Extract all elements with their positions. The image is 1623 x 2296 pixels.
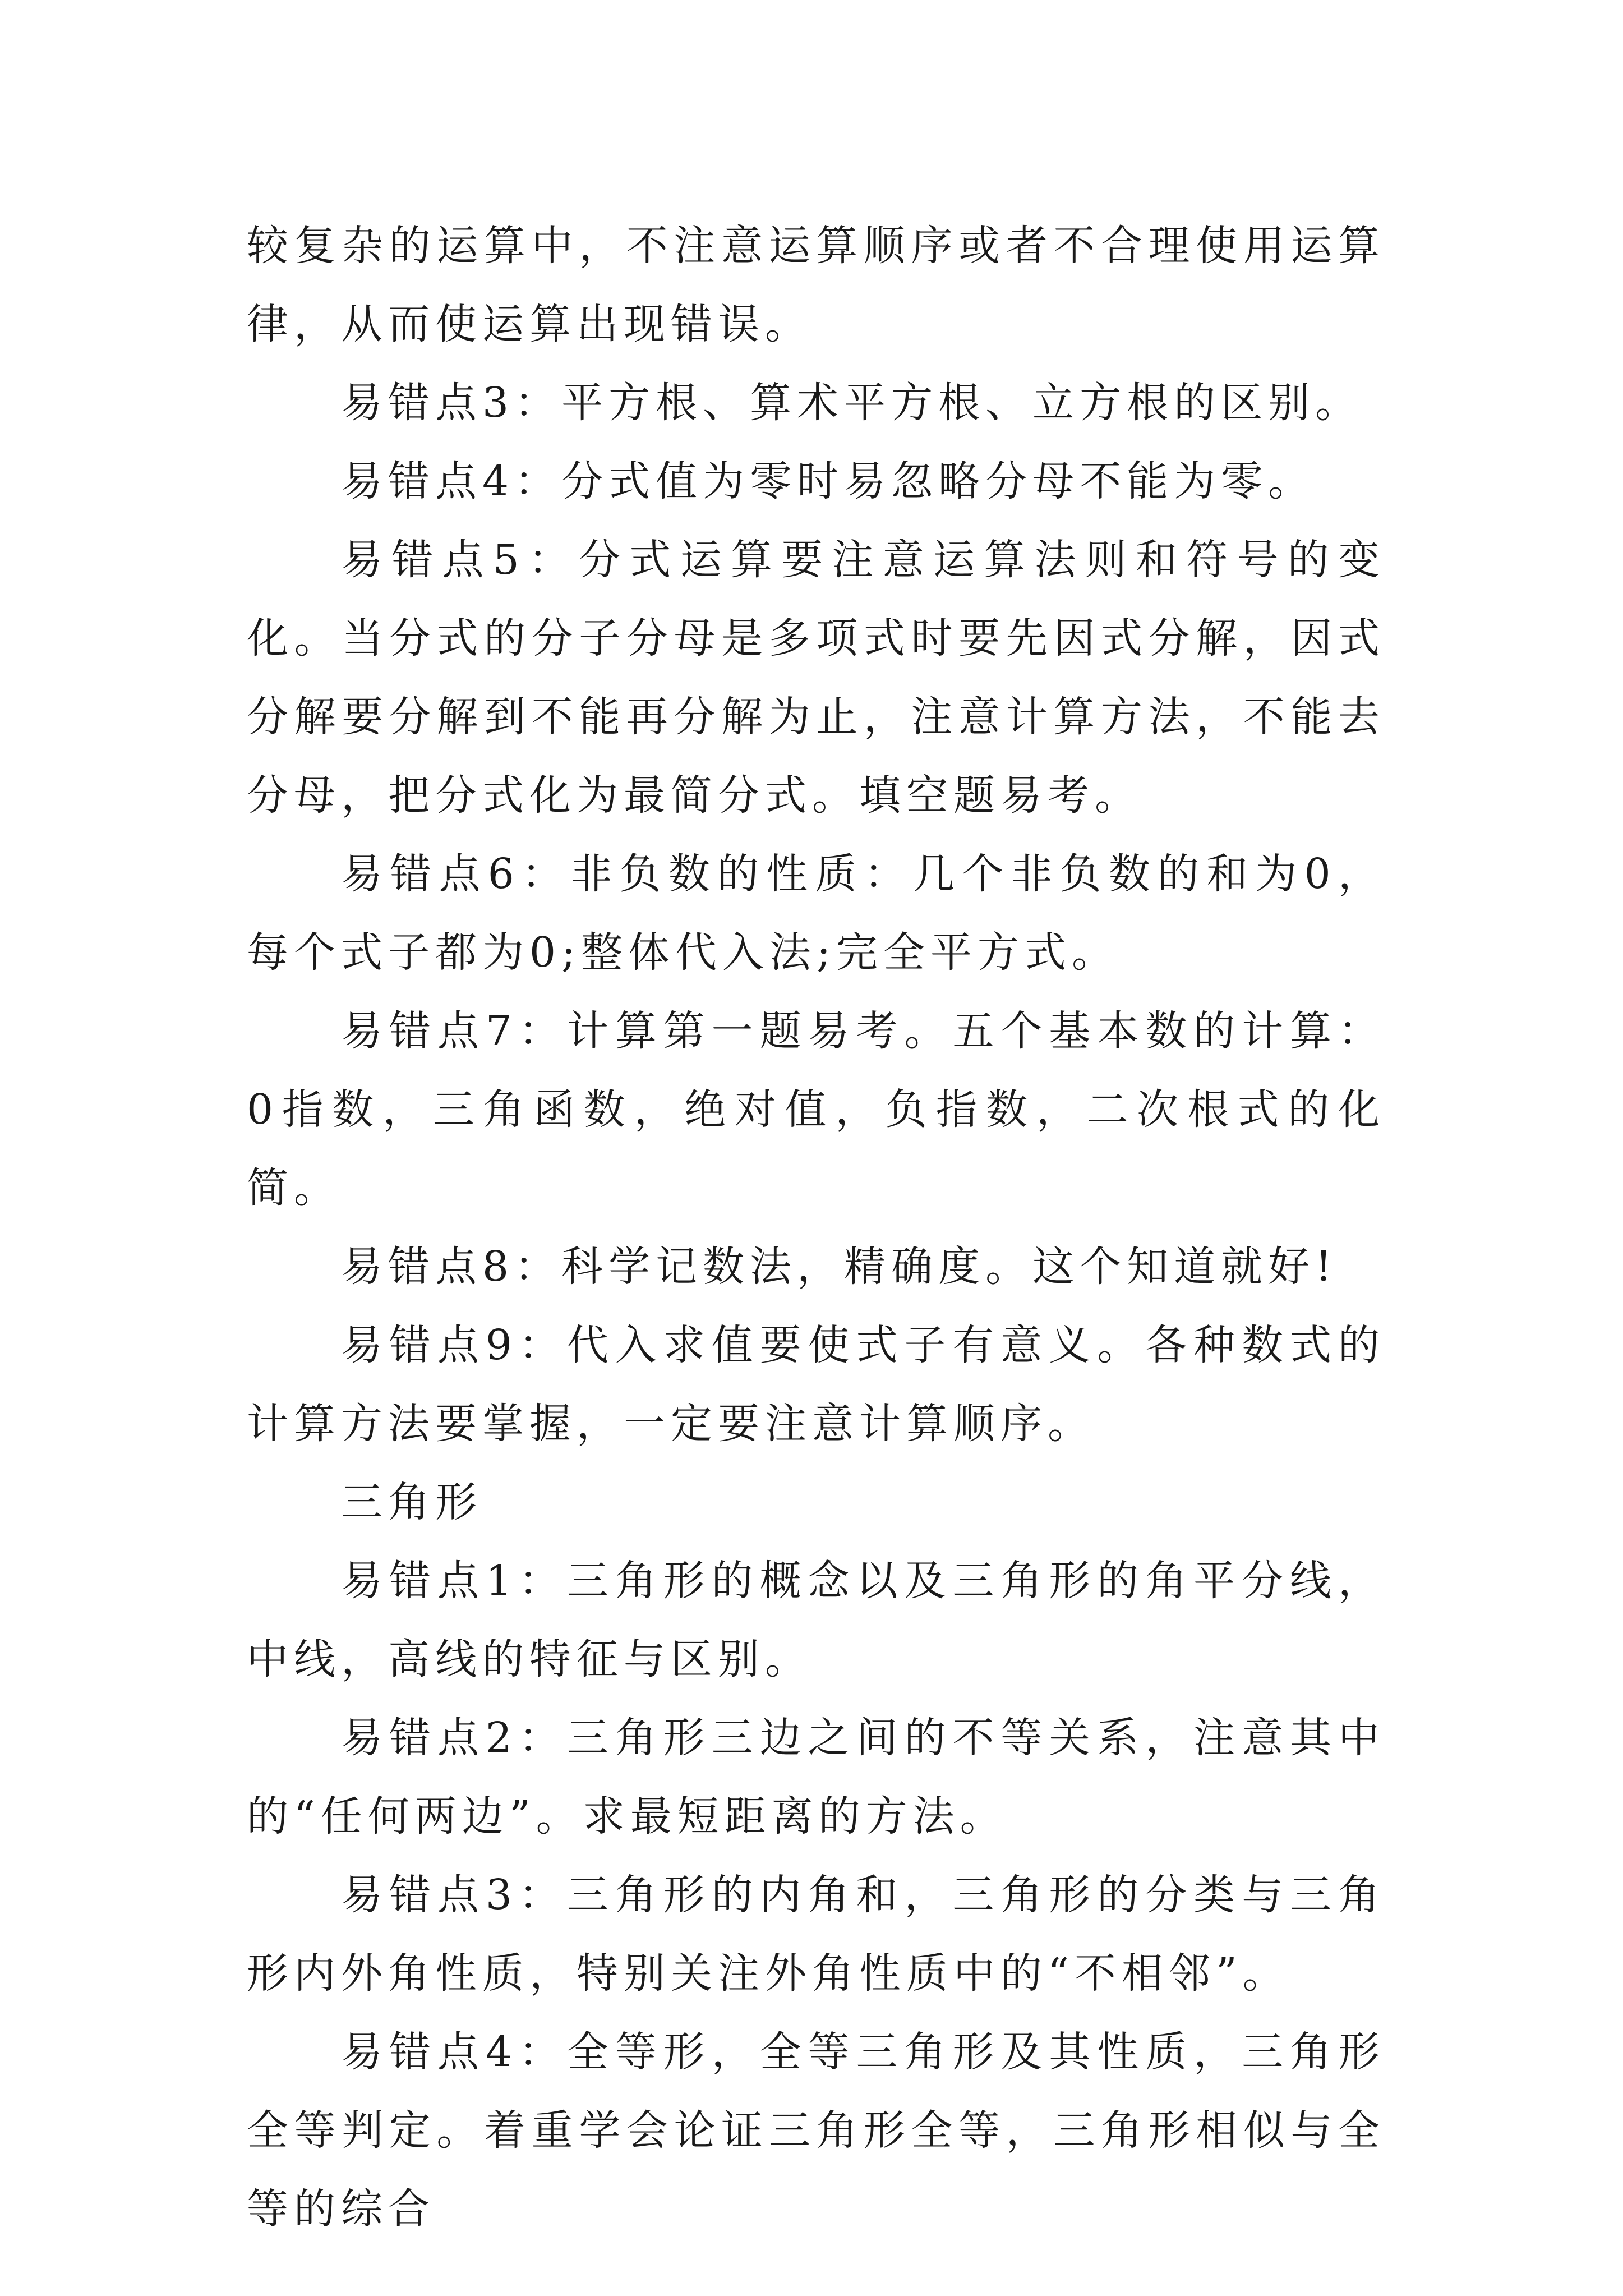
paragraph-triangle-error-point-3: 易错点3：三角形的内角和，三角形的分类与三角形内外角性质，特别关注外角性质中的“不相邻”。 — [247, 1871, 1385, 1998]
paragraph-error-point-8: 易错点8：科学记数法，精确度。这个知道就好! — [341, 1243, 1338, 1291]
paragraph-error-point-9: 易错点9：代入求值要使式子有意义。各种数式的计算方法要掌握，一定要注意计算顺序。 — [247, 1321, 1385, 1448]
paragraph-continuation: 较复杂的运算中，不注意运算顺序或者不合理使用运算律，从而使运算出现错误。 — [247, 222, 1385, 348]
paragraph-error-point-7: 易错点7：计算第一题易考。五个基本数的计算：0指数，三角函数，绝对值，负指数，二次根式的化简。 — [247, 1007, 1385, 1212]
paragraph-triangle-error-point-2: 易错点2：三角形三边之间的不等关系，注意其中的“任何两边”。求最短距离的方法。 — [247, 1714, 1385, 1841]
paragraph-triangle-error-point-1: 易错点1：三角形的概念以及三角形的角平分线，中线，高线的特征与区别。 — [247, 1557, 1385, 1683]
section-heading-triangle: 三角形 — [341, 1478, 482, 1526]
paragraph-error-point-5: 易错点5：分式运算要注意运算法则和符号的变化。当分式的分子分母是多项式时要先因式分解，因式分解要分解到不能再分解为止，注意计算方法，不能去分母，把分式化为最简分式。填空题易考。 — [247, 536, 1385, 820]
paragraph-triangle-error-point-4: 易错点4：全等形，全等三角形及其性质，三角形全等判定。着重学会论证三角形全等，三角形相似与全等的综合 — [247, 2028, 1385, 2233]
document-body — [247, 206, 1385, 2248]
paragraph-error-point-6: 易错点6：非负数的性质：几个非负数的和为0，每个式子都为0;整体代入法;完全平方式。 — [247, 850, 1385, 977]
paragraph-error-point-4: 易错点4：分式值为零时易忽略分母不能为零。 — [341, 457, 1316, 505]
paragraph-error-point-3: 易错点3：平方根、算术平方根、立方根的区别。 — [341, 379, 1363, 427]
